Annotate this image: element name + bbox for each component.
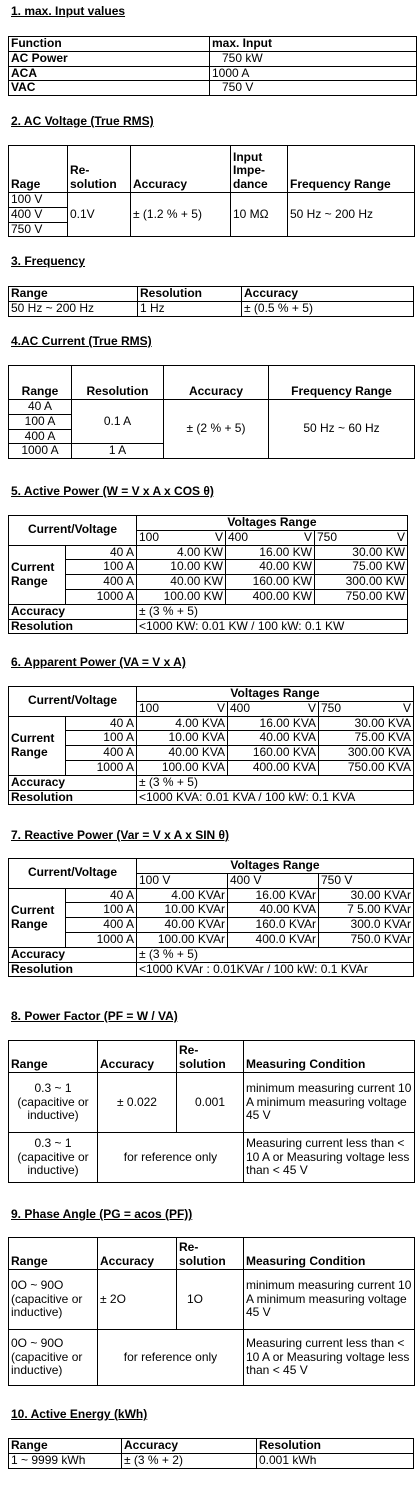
section-6-heading: 6. Apparent Power (VA = V x A) bbox=[11, 655, 186, 669]
table-header: Accuracy bbox=[98, 1238, 177, 1270]
voltage-header: 100 V bbox=[137, 530, 226, 545]
table-cell: 4.00 KW bbox=[137, 545, 226, 560]
table-header: Accuracy bbox=[9, 775, 137, 790]
table-cell: 1000 A bbox=[66, 932, 137, 947]
table-header: Resolution bbox=[9, 790, 137, 805]
table-header: Accuracy bbox=[164, 366, 269, 400]
table-cell: 100 A bbox=[66, 560, 137, 575]
table-header: Current Range bbox=[9, 888, 66, 947]
table-cell: 100 A bbox=[66, 903, 137, 918]
section-3-heading: 3. Frequency bbox=[11, 254, 86, 268]
active-energy-table bbox=[8, 1438, 414, 1469]
voltage-header: 400 V bbox=[226, 530, 315, 545]
table-cell: 400 A bbox=[66, 918, 137, 933]
table-cell: 100 A bbox=[9, 414, 72, 429]
reactive-power-table bbox=[8, 858, 414, 977]
voltage-header: 400 V bbox=[228, 873, 319, 888]
table-header: Range bbox=[9, 366, 72, 400]
voltage-header: 750 V bbox=[319, 701, 414, 716]
table-cell: ± (3 % + 2) bbox=[122, 1453, 257, 1468]
table-cell: 40 A bbox=[66, 888, 137, 903]
table-cell: ± (2 % + 5) bbox=[164, 400, 269, 459]
table-cell: ± (3 % + 5) bbox=[137, 947, 414, 962]
table-cell: ± (0.5 % + 5) bbox=[242, 301, 414, 316]
table-header: Resolution bbox=[9, 619, 137, 634]
table-cell: 0.3 ~ 1 (capacitive or inductive) bbox=[9, 1133, 98, 1183]
table-header: Accuracy bbox=[242, 287, 414, 302]
table-cell: 100.00 KVAr bbox=[137, 932, 228, 947]
section-7-heading: 7. Reactive Power (Var = V x A x SIN θ) bbox=[11, 828, 230, 842]
voltage-header: 750 V bbox=[319, 873, 414, 888]
table-cell: 750.00 KVA bbox=[319, 760, 414, 775]
table-header: Range bbox=[9, 287, 138, 302]
table-header: Accuracy bbox=[131, 146, 231, 193]
table-cell: 750 V bbox=[210, 81, 417, 96]
table-cell: ± (1.2 % + 5) bbox=[131, 193, 231, 237]
table-header: Current/Voltage bbox=[9, 859, 137, 889]
table-cell: minimum measuring current 10 A minimum measuring voltage 45 V bbox=[244, 1270, 415, 1330]
table-cell: <1000 KVAr : 0.01KVAr / 100 kW: 0.1 KVAr bbox=[137, 962, 414, 977]
ac-voltage-table bbox=[8, 145, 415, 237]
table-header: Voltages Range bbox=[137, 859, 414, 874]
table-cell: 160.00 KW bbox=[226, 575, 315, 590]
table-header: Frequency Range bbox=[288, 146, 415, 193]
table-cell: 0.3 ~ 1 (capacitive or inductive) bbox=[9, 1073, 98, 1133]
table-cell: minimum measuring current 10 A minimum measuring voltage 45 V bbox=[244, 1073, 415, 1133]
table-cell: 1000 A bbox=[66, 760, 137, 775]
apparent-power-table bbox=[8, 686, 414, 805]
table-header: Resolution bbox=[72, 366, 164, 400]
table-cell: 16.00 KVA bbox=[228, 716, 319, 731]
table-cell: 50 Hz ~ 200 Hz bbox=[9, 301, 138, 316]
table-cell: 16.00 KVAr bbox=[228, 888, 319, 903]
table-header: Re-solution bbox=[177, 1238, 244, 1270]
table-header: Accuracy bbox=[122, 1439, 257, 1454]
table-header: Range bbox=[9, 1041, 98, 1073]
table-header: Voltages Range bbox=[137, 687, 414, 702]
table-cell: 0.001 bbox=[177, 1073, 244, 1133]
table-header: Measuring Condition bbox=[244, 1041, 415, 1073]
section-5-heading: 5. Active Power (W = V x A x COS θ) bbox=[11, 484, 214, 498]
voltage-header: 750 V bbox=[315, 530, 408, 545]
table-cell: 400 A bbox=[66, 575, 137, 590]
table-header: Function bbox=[9, 37, 210, 52]
table-cell: 40.00 KVA bbox=[228, 731, 319, 746]
table-header: Re-solution bbox=[177, 1041, 244, 1073]
table-cell: 1000 A bbox=[66, 589, 137, 604]
table-cell: 40.00 KW bbox=[226, 560, 315, 575]
table-header: Current Range bbox=[9, 545, 66, 604]
power-factor-table bbox=[8, 1040, 415, 1183]
table-cell: 750.00 KW bbox=[315, 589, 408, 604]
table-header: Rage bbox=[9, 146, 68, 193]
table-cell: 0.1V bbox=[68, 193, 131, 237]
table-cell: 40.00 KVAr bbox=[137, 918, 228, 933]
table-cell: 1 A bbox=[72, 444, 164, 459]
table-cell: 10.00 KVAr bbox=[137, 903, 228, 918]
table-cell: 750.0 KVAr bbox=[319, 932, 414, 947]
table-header: Current/Voltage bbox=[9, 687, 137, 717]
table-cell: for reference only bbox=[98, 1133, 244, 1183]
table-cell: <1000 KVA: 0.01 KVA / 100 kW: 0.1 KVA bbox=[137, 790, 414, 805]
table-cell: 160.00 KVA bbox=[228, 746, 319, 761]
table-cell: for reference only bbox=[98, 1330, 244, 1386]
table-header: Accuracy bbox=[9, 604, 137, 619]
ac-current-table bbox=[8, 365, 415, 459]
voltage-header: 100 V bbox=[137, 873, 228, 888]
table-cell: Measuring current less than < 10 A or Measuring voltage less than < 45 V bbox=[244, 1133, 415, 1183]
voltage-header: 100 V bbox=[137, 701, 228, 716]
table-cell: ± 2O bbox=[98, 1270, 177, 1330]
table-cell: 300.0 KVAr bbox=[319, 918, 414, 933]
table-cell: ± (3 % + 5) bbox=[137, 775, 414, 790]
frequency-table bbox=[8, 286, 414, 317]
table-cell: 10.00 KVA bbox=[137, 731, 228, 746]
max-input-table bbox=[8, 36, 417, 96]
table-cell: 75.00 KW bbox=[315, 560, 408, 575]
table-cell: 400.00 KVA bbox=[228, 760, 319, 775]
table-cell: 40.00 KVA bbox=[137, 746, 228, 761]
table-cell: 75.00 KVA bbox=[319, 731, 414, 746]
table-cell: 1000 A bbox=[210, 66, 417, 81]
table-header: Resolution bbox=[9, 962, 137, 977]
table-cell: 300.00 KW bbox=[315, 575, 408, 590]
table-cell: 0.1 A bbox=[72, 400, 164, 444]
section-9-heading: 9. Phase Angle (PG = acos (PF)) bbox=[11, 1207, 193, 1221]
table-cell: 50 Hz ~ 60 Hz bbox=[269, 400, 415, 459]
table-header: Voltages Range bbox=[137, 516, 408, 531]
table-cell: 750 kW bbox=[210, 51, 417, 66]
table-cell: 40 A bbox=[9, 400, 72, 415]
table-header: Range bbox=[9, 1238, 98, 1270]
table-cell: 30.00 KVA bbox=[319, 716, 414, 731]
table-cell: 40.00 KW bbox=[137, 575, 226, 590]
table-header: Current Range bbox=[9, 716, 66, 775]
table-cell: 10 MΩ bbox=[231, 193, 288, 237]
table-header: Resolution bbox=[257, 1439, 414, 1454]
table-header: Current/Voltage bbox=[9, 516, 137, 546]
table-cell: 0O ~ 90O (capacitive or inductive) bbox=[9, 1270, 98, 1330]
table-cell: ± 0.022 bbox=[98, 1073, 177, 1133]
table-cell: 4.00 KVA bbox=[137, 716, 228, 731]
table-cell: ± (3 % + 5) bbox=[137, 604, 408, 619]
active-power-table bbox=[8, 515, 408, 634]
table-cell: 100 V bbox=[9, 193, 68, 208]
section-10-heading: 10. Active Energy (kWh) bbox=[11, 1407, 148, 1421]
table-cell: 30.00 KVAr bbox=[319, 888, 414, 903]
table-header: Accuracy bbox=[9, 947, 137, 962]
table-cell: 7 5.00 KVAr bbox=[319, 903, 414, 918]
table-header: Frequency Range bbox=[269, 366, 415, 400]
table-cell: VAC bbox=[9, 81, 210, 96]
table-cell: <1000 KW: 0.01 KW / 100 kW: 0.1 KW bbox=[137, 619, 408, 634]
table-cell: 40.00 KVA bbox=[228, 903, 319, 918]
table-cell: 160.0 KVAr bbox=[228, 918, 319, 933]
table-cell: 0.001 kWh bbox=[257, 1453, 414, 1468]
table-header: Measuring Condition bbox=[244, 1238, 415, 1270]
section-4-heading: 4.AC Current (True RMS) bbox=[11, 334, 152, 348]
section-8-heading: 8. Power Factor (PF = W / VA) bbox=[11, 1009, 178, 1023]
table-cell: 1 Hz bbox=[138, 301, 242, 316]
table-cell: 100 A bbox=[66, 731, 137, 746]
table-cell: 1 ~ 9999 kWh bbox=[9, 1453, 122, 1468]
table-cell: 300.00 KVA bbox=[319, 746, 414, 761]
table-cell: 400 A bbox=[66, 746, 137, 761]
table-cell: 16.00 KW bbox=[226, 545, 315, 560]
table-cell: 100.00 KW bbox=[137, 589, 226, 604]
table-cell: ACA bbox=[9, 66, 210, 81]
table-cell: 400.00 KW bbox=[226, 589, 315, 604]
table-cell: 40 A bbox=[66, 716, 137, 731]
table-cell: 0O ~ 90O (capacitive or inductive) bbox=[9, 1330, 98, 1386]
table-header: Re-solution bbox=[68, 146, 131, 193]
table-cell: 30.00 KW bbox=[315, 545, 408, 560]
table-cell: 750 V bbox=[9, 222, 68, 237]
table-cell: 4.00 KVAr bbox=[137, 888, 228, 903]
table-header: Accuracy bbox=[98, 1041, 177, 1073]
table-header: Resolution bbox=[138, 287, 242, 302]
section-1-heading: 1. max. Input values bbox=[11, 4, 126, 18]
section-2-heading: 2. AC Voltage (True RMS) bbox=[11, 114, 154, 128]
table-header: Range bbox=[9, 1439, 122, 1454]
table-cell: 10.00 KW bbox=[137, 560, 226, 575]
table-cell: Measuring current less than < 10 A or Measuring voltage less than < 45 V bbox=[244, 1330, 415, 1386]
phase-angle-table bbox=[8, 1237, 415, 1386]
table-cell: 400.0 KVAr bbox=[228, 932, 319, 947]
table-cell: 1O bbox=[177, 1270, 244, 1330]
table-header: max. Input bbox=[210, 37, 417, 52]
table-cell: 1000 A bbox=[9, 444, 72, 459]
table-cell: AC Power bbox=[9, 51, 210, 66]
table-cell: 100.00 KVA bbox=[137, 760, 228, 775]
voltage-header: 400 V bbox=[228, 701, 319, 716]
table-cell: 400 A bbox=[9, 429, 72, 444]
table-header: Input Impe-dance bbox=[231, 146, 288, 193]
table-cell: 400 V bbox=[9, 207, 68, 222]
table-cell: 50 Hz ~ 200 Hz bbox=[288, 193, 415, 237]
table-cell: 40 A bbox=[66, 545, 137, 560]
